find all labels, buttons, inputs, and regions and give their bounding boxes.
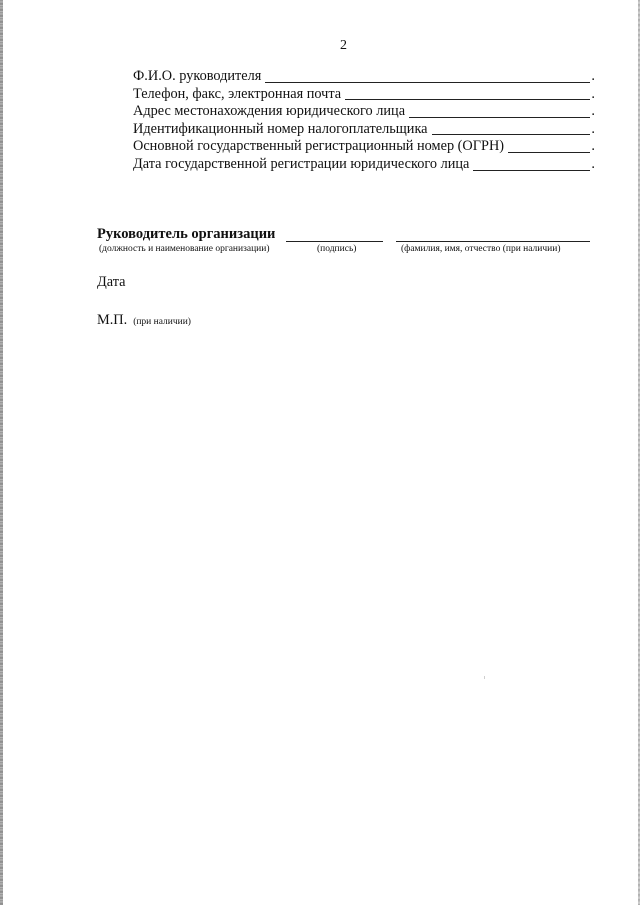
field-label: Идентификационный номер налогоплательщика <box>133 120 428 137</box>
blank-line <box>265 82 590 83</box>
field-end: . <box>591 138 595 155</box>
stamp-label: М.П. <box>97 312 128 328</box>
hint-signature: (подпись) <box>317 244 357 254</box>
field-end: . <box>591 155 595 172</box>
signature-block <box>97 226 597 244</box>
blank-line <box>409 117 590 118</box>
stamp-note: (при наличии) <box>133 317 191 327</box>
field-registration-date <box>133 156 595 174</box>
blank-line <box>473 170 590 171</box>
field-ogrn <box>133 138 595 156</box>
field-end: . <box>591 85 595 102</box>
stamp-place <box>97 311 191 329</box>
name-line <box>396 241 590 242</box>
field-end: . <box>591 103 595 120</box>
field-label: Телефон, факс, электронная почта <box>133 85 342 102</box>
field-legal-address <box>133 103 595 121</box>
page-number: 2 <box>340 38 347 53</box>
blank-line <box>508 152 590 153</box>
date-label: Дата <box>97 274 126 290</box>
field-director-name <box>133 68 595 86</box>
field-label: Дата государственной регистрации юридического лица <box>133 155 470 172</box>
field-contacts <box>133 86 595 104</box>
scan-edge-left <box>0 0 3 905</box>
field-inn <box>133 121 595 139</box>
signature-line <box>286 241 383 242</box>
field-end: . <box>591 120 595 137</box>
blank-line <box>345 99 590 100</box>
scan-speck <box>484 676 485 679</box>
field-label: Адрес местонахождения юридического лица <box>133 103 406 120</box>
hint-position: (должность и наименование организации) <box>99 244 270 254</box>
field-label: Основной государственный регистрационный номер (ОГРН) <box>133 138 505 155</box>
field-end: . <box>591 68 595 84</box>
blank-line <box>432 134 591 135</box>
field-label: Ф.И.О. руководителя <box>133 68 262 84</box>
hint-name: (фамилия, имя, отчество (при наличии) <box>401 244 561 254</box>
head-label: Руководитель организации <box>97 226 276 242</box>
requisites-fields <box>133 68 595 174</box>
